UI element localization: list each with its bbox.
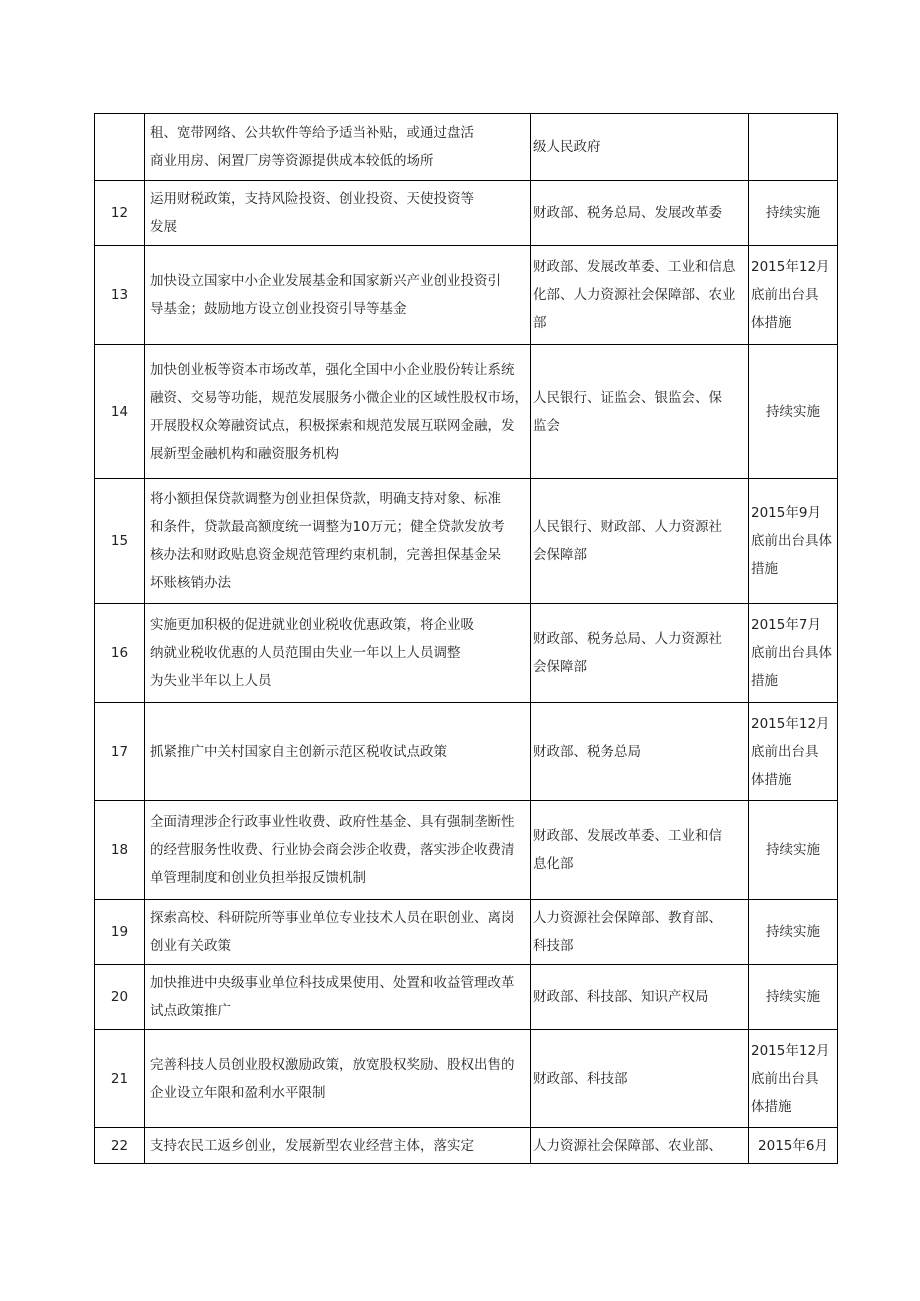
department-line: 财政部、发展改革委、工业和信 [533,828,722,844]
department-line: 人民银行、财政部、人力资源社 [533,519,722,535]
department-line: 财政部、科技部 [533,1070,628,1087]
table-row [95,604,838,703]
table-row [95,114,838,181]
task-cell [145,246,531,345]
timeline-line: 持续实施 [766,842,820,858]
task-line: 加快推进中央级事业单位科技成果使用、处置和收益管理改革 [150,975,515,991]
policy-table [94,113,838,1164]
task-line: 和条件，贷款最高额度统一调整为10万元；健全贷款发放考 [150,519,505,535]
task-line: 企业设立年限和盈利水平限制 [150,1084,326,1101]
timeline-cell [749,900,838,965]
department-line: 会保障部 [533,659,587,675]
department-line: 财政部、科技部、知识产权局 [533,989,709,1005]
row-number: 19 [95,900,145,965]
row-number: 16 [95,604,145,703]
timeline-cell [749,1128,838,1164]
task-line: 创业有关政策 [150,938,231,954]
task-line: 运用财税政策，支持风险投资、创业投资、天使投资等 [150,191,474,207]
task-line: 全面清理涉企行政事业性收费、政府性基金、具有强制垄断性 [150,814,515,830]
department-line: 财政部、税务总局、发展改革委 [533,205,722,221]
timeline-line: 底前出台具体 [751,645,832,661]
table-row [95,345,838,479]
timeline-line: 持续实施 [766,403,820,420]
timeline-cell [749,345,838,479]
task-line: 完善科技人员创业股权激励政策，放宽股权奖励、股权出售的 [150,1056,515,1073]
row-number: 14 [95,345,145,479]
timeline-cell [749,801,838,900]
timeline-line: 持续实施 [766,924,820,940]
table-row [95,1030,838,1128]
department-cell [531,345,749,479]
timeline-line: 措施 [751,673,778,689]
task-cell [145,965,531,1030]
task-line: 坏账核销办法 [150,575,231,591]
department-cell [531,181,749,246]
task-line: 纳就业税收优惠的人员范围由失业一年以上人员调整 [150,645,461,661]
timeline-line: 体措施 [751,771,792,788]
task-cell [145,900,531,965]
timeline-line: 持续实施 [766,205,820,221]
timeline-cell [749,479,838,604]
task-line: 开展股权众筹融资试点，积极探索和规范发展互联网金融，发 [150,417,515,434]
task-cell [145,1128,531,1164]
task-line: 加快创业板等资本市场改革，强化全国中小企业股份转让系统 [150,361,515,378]
department-line: 人力资源社会保障部、农业部、 [533,1137,722,1154]
department-line: 财政部、税务总局、人力资源社 [533,631,722,647]
task-line: 试点政策推广 [150,1003,231,1019]
department-line: 人力资源社会保障部、教育部、 [533,910,722,926]
task-cell [145,801,531,900]
department-cell [531,801,749,900]
task-line: 抓紧推广中关村国家自主创新示范区税收试点政策 [150,743,447,760]
task-line: 为失业半年以上人员 [150,673,272,689]
timeline-cell [749,181,838,246]
department-cell [531,703,749,801]
row-number: 20 [95,965,145,1030]
timeline-line: 2015年12月 [751,1042,830,1059]
task-line: 探索高校、科研院所等事业单位专业技术人员在职创业、离岗 [150,910,515,926]
table-row [95,246,838,345]
department-line: 部 [533,315,547,331]
task-line: 核办法和财政贴息资金规范管理约束机制，完善担保基金呆 [150,547,501,563]
task-line: 导基金；鼓励地方设立创业投资引导等基金 [150,301,407,317]
task-cell [145,479,531,604]
department-line: 财政部、发展改革委、工业和信息 [533,259,736,275]
department-cell [531,114,749,181]
task-line: 租、宽带网络、公共软件等给予适当补贴，或通过盘活 [150,125,474,141]
row-number: 15 [95,479,145,604]
timeline-line: 底前出台具体 [751,533,832,549]
table-row [95,181,838,246]
task-line: 的经营服务性收费、行业协会商会涉企收费，落实涉企收费清 [150,842,515,858]
department-line: 会保障部 [533,547,587,563]
task-cell [145,114,531,181]
timeline-line: 体措施 [751,315,792,331]
table-row [95,479,838,604]
department-line: 监会 [533,417,560,434]
timeline-cell [749,114,838,181]
row-number [95,114,145,181]
department-cell [531,1128,749,1164]
timeline-line: 体措施 [751,1098,792,1115]
row-number: 12 [95,181,145,246]
row-number: 18 [95,801,145,900]
timeline-cell [749,703,838,801]
task-line: 加快设立国家中小企业发展基金和国家新兴产业创业投资引 [150,273,501,289]
task-line: 支持农民工返乡创业，发展新型农业经营主体，落实定 [150,1137,474,1154]
row-number: 21 [95,1030,145,1128]
timeline-cell [749,965,838,1030]
department-line: 息化部 [533,856,574,872]
row-number: 13 [95,246,145,345]
timeline-cell [749,1030,838,1128]
timeline-line: 2015年12月 [751,259,830,275]
department-line: 级人民政府 [533,139,601,155]
task-line: 单管理制度和创业负担举报反馈机制 [150,870,366,886]
task-line: 实施更加积极的促进就业创业税收优惠政策，将企业吸 [150,617,474,633]
task-cell [145,703,531,801]
task-line: 融资、交易等功能，规范发展服务小微企业的区域性股权市场， [150,389,528,406]
department-line: 化部、人力资源社会保障部、农业 [533,287,736,303]
department-line: 科技部 [533,938,574,954]
department-line: 人民银行、证监会、银监会、保 [533,389,722,406]
timeline-line: 2015年9月 [751,505,821,521]
task-line: 发展 [150,219,177,235]
department-cell [531,479,749,604]
timeline-line: 持续实施 [766,989,820,1005]
department-cell [531,965,749,1030]
policy-table-body [95,114,838,1164]
department-cell [531,900,749,965]
timeline-cell [749,246,838,345]
department-cell [531,604,749,703]
table-row [95,1128,838,1164]
timeline-line: 底前出台具 [751,1070,819,1087]
timeline-line: 2015年12月 [751,715,830,732]
task-line: 商业用房、闲置厂房等资源提供成本较低的场所 [150,153,434,169]
table-row [95,703,838,801]
task-cell [145,604,531,703]
task-cell [145,345,531,479]
row-number: 22 [95,1128,145,1164]
timeline-line: 2015年7月 [751,617,821,633]
table-row [95,801,838,900]
row-number: 17 [95,703,145,801]
department-line: 财政部、税务总局 [533,743,641,760]
timeline-line: 措施 [751,561,778,577]
department-cell [531,246,749,345]
table-row [95,900,838,965]
table-row [95,965,838,1030]
task-cell [145,1030,531,1128]
task-cell [145,181,531,246]
timeline-cell [749,604,838,703]
department-cell [531,1030,749,1128]
timeline-line: 2015年6月 [758,1137,828,1154]
timeline-line: 底前出台具 [751,743,819,760]
task-line: 将小额担保贷款调整为创业担保贷款，明确支持对象、标准 [150,491,501,507]
task-line: 展新型金融机构和融资服务机构 [150,445,339,462]
timeline-line: 底前出台具 [751,287,819,303]
